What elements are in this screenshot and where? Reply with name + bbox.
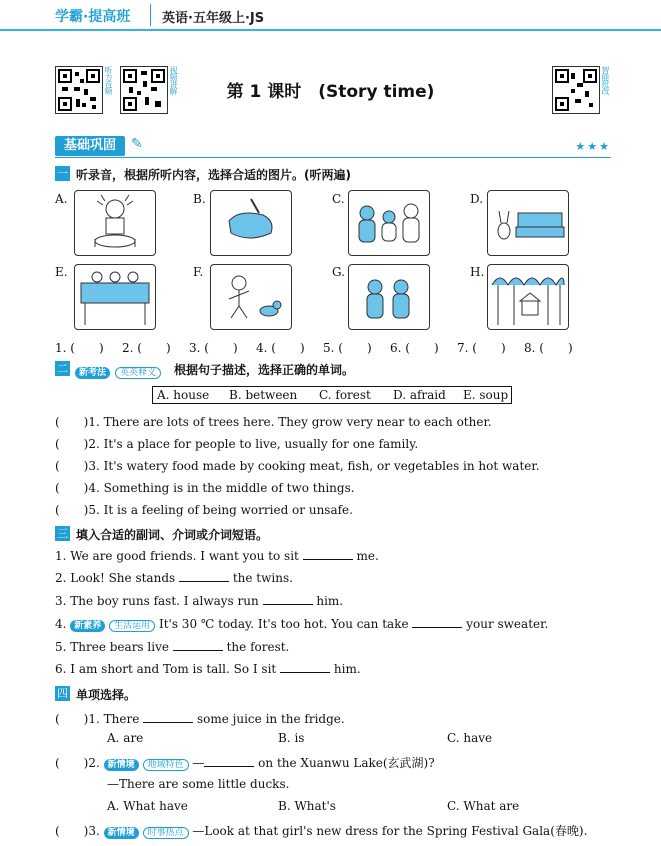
picture-girl-cooking	[74, 190, 156, 256]
fill-item: 1. We are good friends. I want you to sit me.	[55, 549, 379, 563]
picture-label: H.	[470, 265, 485, 279]
picture-label: G.	[332, 265, 345, 279]
answer-blank[interactable]: 3. ( )	[189, 341, 238, 355]
tag-definition: 英英释义	[115, 367, 161, 379]
qr-label-video: 视频讲解	[169, 66, 178, 94]
tag-life-application: 生活运用	[109, 620, 155, 632]
fill-item: 3. The boy runs fast. I always run him.	[55, 594, 344, 608]
fill-blank[interactable]	[280, 662, 330, 673]
fill-blank[interactable]	[204, 756, 254, 767]
fill-item: 2. Look! She stands the twins.	[55, 571, 293, 585]
choice-option[interactable]: A. What have	[107, 799, 188, 813]
question-tags	[75, 360, 161, 379]
question-number: 二	[57, 362, 68, 375]
sofa-rabbit-icon	[488, 191, 568, 255]
tag-current-events: 时事热点	[143, 827, 189, 839]
word-option: A. house	[157, 388, 210, 402]
word-option: C. forest	[319, 388, 371, 402]
question-heading: 根据句子描述，选择正确的单词。	[174, 363, 355, 377]
section-title: 基础巩固	[55, 136, 125, 156]
choice-option[interactable]: C. have	[447, 731, 493, 745]
picture-sofa-rabbit	[487, 190, 569, 256]
question-number: 三	[57, 527, 68, 540]
tag-new-context: 新情境	[104, 759, 139, 771]
pencil-icon: ✎	[131, 136, 143, 152]
word-option: D. afraid	[393, 388, 446, 402]
answer-blank[interactable]: 6. ( )	[390, 341, 439, 355]
picture-boy-running	[210, 264, 292, 330]
match-item: ( )3. It's watery food made by cooking meat, fish, or vegetables in hot water.	[55, 459, 540, 473]
picture-three-bears	[348, 190, 430, 256]
answer-blank[interactable]: 7. ( )	[457, 341, 506, 355]
two-bears-icon	[349, 265, 429, 329]
picture-label: F.	[193, 265, 204, 279]
choice-question: ( )2. 新情境 地域特色 — on the Xuanwu Lake(玄武湖)?	[55, 756, 435, 770]
choice-option[interactable]: A. are	[107, 731, 144, 745]
answer-blank[interactable]: 5. ( )	[323, 341, 372, 355]
lesson-title: 第 1 课时 (Story time)	[226, 82, 435, 102]
tag-new-test: 新考法	[75, 367, 110, 379]
qr-label-audio: 听力音频	[104, 66, 113, 94]
picture-label: A.	[55, 192, 68, 206]
match-item: ( )1. There are lots of trees here. They grow very near to each other.	[55, 415, 492, 429]
fill-blank[interactable]	[143, 712, 193, 723]
match-item: ( )2. It's a place for people to live, usually for one family.	[55, 437, 419, 451]
choice-question: ( )3. 新情境 时事热点 —Look at that girl's new dress for the Spring Festival Gala(春晚).	[55, 824, 588, 838]
header-brand: 学霸·提高班	[55, 9, 131, 25]
question-heading: 听录音，根据所听内容，选择合适的图片。(听两遍)	[76, 168, 351, 182]
three-bears-icon	[349, 191, 429, 255]
fill-item: 5. Three bears live the forest.	[55, 640, 290, 654]
tag-new-context: 新情境	[104, 827, 139, 839]
picture-pillow	[210, 190, 292, 256]
header-rule	[0, 29, 661, 31]
choice-question: ( )1. There some juice in the fridge.	[55, 712, 345, 726]
difficulty-stars: ★★★	[575, 140, 611, 153]
answer-blank[interactable]: 2. ( )	[122, 341, 171, 355]
header-divider	[150, 4, 151, 26]
question-number: 四	[57, 687, 68, 700]
section-rule	[55, 157, 611, 158]
fill-item: 4. 新素养 生活运用 It's 30 ℃ today. It's too hot. You can take your sweater.	[55, 617, 549, 631]
fill-blank[interactable]	[263, 594, 313, 605]
tag-new-literacy: 新素养	[70, 620, 105, 632]
picture-two-bears	[348, 264, 430, 330]
choice-option[interactable]: B. What's	[278, 799, 336, 813]
fill-blank[interactable]	[303, 549, 353, 560]
word-option: B. between	[229, 388, 298, 402]
boy-running-icon	[211, 265, 291, 329]
pillow-icon	[211, 191, 291, 255]
question-heading: 单项选择。	[76, 688, 137, 702]
fill-blank[interactable]	[179, 571, 229, 582]
picture-label: B.	[193, 192, 206, 206]
dialogue-reply: —There are some little ducks.	[107, 777, 290, 791]
word-option: E. soup	[463, 388, 509, 402]
qr-label-grading: 智能批改	[601, 66, 610, 94]
forest-house-icon	[488, 265, 568, 329]
picture-label: D.	[470, 192, 484, 206]
fill-blank[interactable]	[173, 640, 223, 651]
question-number: 一	[57, 167, 68, 180]
header-subject: 英语·五年级上·JS	[162, 11, 265, 26]
picture-table-bowls	[74, 264, 156, 330]
fill-blank[interactable]	[412, 617, 462, 628]
table-bowls-icon	[75, 265, 155, 329]
picture-label: C.	[332, 192, 345, 206]
match-item: ( )5. It is a feeling of being worried or unsafe.	[55, 503, 353, 517]
fill-item: 6. I am short and Tom is tall. So I sit him.	[55, 662, 361, 676]
choice-option[interactable]: B. is	[278, 731, 305, 745]
answer-blank[interactable]: 1. ( )	[55, 341, 104, 355]
girl-cooking-icon	[75, 191, 155, 255]
answer-blank[interactable]: 4. ( )	[256, 341, 305, 355]
word-bank	[152, 386, 512, 404]
question-heading: 填入合适的副词、介词或介词短语。	[76, 528, 269, 542]
match-item: ( )4. Something is in the middle of two things.	[55, 481, 355, 495]
choice-option[interactable]: C. What are	[447, 799, 520, 813]
picture-label: E.	[55, 265, 68, 279]
picture-forest-house	[487, 264, 569, 330]
tag-regional: 地域特色	[143, 759, 189, 771]
answer-blank[interactable]: 8. ( )	[524, 341, 573, 355]
